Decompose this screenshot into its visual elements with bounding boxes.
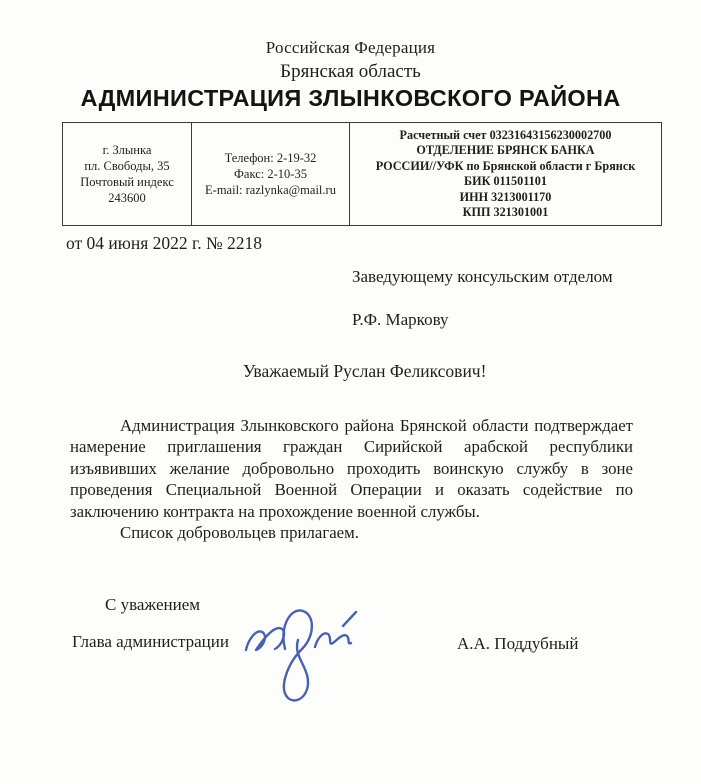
letter-body xyxy=(70,415,633,543)
bank-name-line: РОССИИ//УФК по Брянской области г Брянск xyxy=(375,158,636,173)
bank-account-line: Расчетный счет 03231643156230002700 xyxy=(399,127,612,142)
inn-line: ИНН 3213001170 xyxy=(459,189,552,204)
closing-regards: С уважением xyxy=(105,595,201,614)
addressee-block xyxy=(352,267,613,330)
address-line: пл. Свободы, 35 xyxy=(84,159,170,173)
address-line: Почтовый индекс 243600 xyxy=(80,175,174,205)
salutation: Уважаемый Руслан Феликсович! xyxy=(243,361,487,381)
letterhead xyxy=(0,38,701,112)
signer-name: А.А. Поддубный xyxy=(457,634,579,653)
body-paragraph: Список добровольцев прилагаем. xyxy=(120,523,359,543)
bank-details-cell xyxy=(349,123,661,225)
letterhead-country: Российская Федерация xyxy=(265,38,436,57)
email-line: E-mail: razlynka@mail.ru xyxy=(205,183,336,197)
addressee-title: Заведующему консульским отделом xyxy=(352,267,613,286)
addressee-name: Р.Ф. Маркову xyxy=(352,310,449,329)
signature-stroke xyxy=(246,628,284,650)
reference-number: от 04 июня 2022 г. № 2218 xyxy=(66,233,263,253)
letterhead-organization: АДМИНИСТРАЦИЯ ЗЛЫНКОВСКОГО РАЙОНА xyxy=(80,85,621,111)
bik-line: БИК 011501101 xyxy=(464,174,547,188)
signature-stroke xyxy=(343,612,356,626)
signer-position: Глава администрации xyxy=(72,632,229,651)
phone-line: Телефон: 2-19-32 xyxy=(224,151,317,165)
kpp-line: КПП 321301001 xyxy=(462,205,549,219)
letterhead-region: Брянская область xyxy=(280,61,421,82)
address-cell xyxy=(63,123,191,225)
signature-stroke xyxy=(283,610,311,700)
bank-name-line: ОТДЕЛЕНИЕ БРЯНСК БАНКА xyxy=(416,143,595,157)
contacts-cell xyxy=(191,123,349,225)
handwritten-signature xyxy=(238,596,378,716)
signature-stroke xyxy=(315,633,351,647)
fax-line: Факс: 2-10-35 xyxy=(234,167,307,181)
letterhead-info-table xyxy=(62,122,662,226)
address-line: г. Злынка xyxy=(102,143,152,157)
body-paragraph: Администрация Злынковского района Брянской области подтверждает намерение приглашения граждан Сирийской арабской республики изъявивших желание добровольно проходить воинскую службу в зоне проведения Специальной Военной Операции и оказать содействие по заключению контракта на прохождение военной службы. xyxy=(70,416,633,521)
